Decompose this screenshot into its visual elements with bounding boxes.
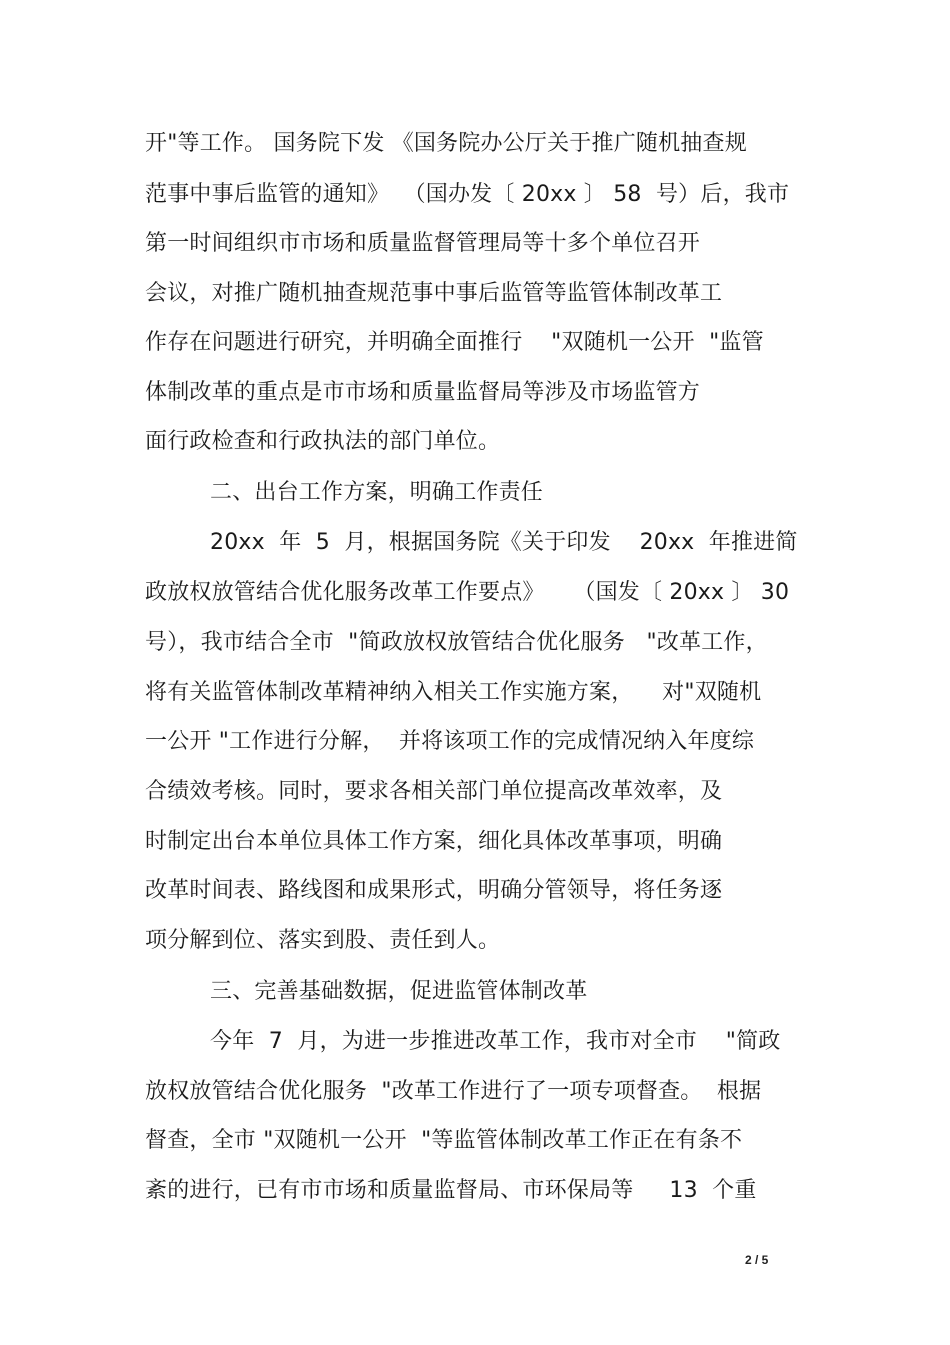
text-line: 作存在问题进行研究，并明确全面推行 "双随机一公开 "监管 [145, 330, 764, 355]
section-heading: 三、完善基础数据，促进监管体制改革 [210, 979, 588, 1004]
text-line: 政放权放管结合优化服务改革工作要点》 （国发〔 20xx 〕 30 [145, 580, 790, 605]
text-line: 第一时间组织市市场和质量监督管理局等十多个单位召开 [145, 231, 701, 256]
text-line: 时制定出台本单位具体工作方案，细化具体改革事项，明确 [145, 829, 723, 854]
text-line: 会议，对推广随机抽查规范事中事后监管等监管体制改革工 [145, 281, 723, 306]
text-line: 一公开 "工作进行分解， 并将该项工作的完成情况纳入年度综 [145, 729, 755, 754]
text-line: 改革时间表、路线图和成果形式，明确分管领导，将任务逐 [145, 878, 723, 903]
text-line: 今年 7 月，为进一步推进改革工作，我市对全市 "简政 [210, 1029, 781, 1054]
text-line: 体制改革的重点是市市场和质量监督局等涉及市场监管方 [145, 380, 701, 405]
text-line: 督查，全市 "双随机一公开 "等监管体制改革工作正在有条不 [145, 1128, 743, 1153]
text-line: 号），我市结合全市 "简政放权放管结合优化服务 "改革工作， [145, 630, 768, 655]
text-line: 放权放管结合优化服务 "改革工作进行了一项专项督查。 根据 [145, 1079, 762, 1104]
text-line: 20xx 年 5 月，根据国务院《关于印发 20xx 年推进简 [210, 530, 798, 555]
page-number: 2 / 5 [745, 1253, 769, 1267]
section-heading: 二、出台工作方案，明确工作责任 [210, 480, 544, 505]
text-line: 合绩效考核。同时，要求各相关部门单位提高改革效率，及 [145, 779, 723, 804]
text-line: 面行政检查和行政执法的部门单位。 [145, 429, 501, 454]
text-line: 范事中事后监管的通知》 （国办发〔 20xx 〕 58 号）后，我市 [145, 182, 790, 207]
text-line: 项分解到位、落实到股、责任到人。 [145, 928, 501, 953]
text-line: 开"等工作。 国务院下发 《国务院办公厅关于推广随机抽查规 [145, 131, 747, 156]
text-line: 将有关监管体制改革精神纳入相关工作实施方案， 对"双随机 [145, 680, 762, 705]
text-line: 紊的进行，已有市市场和质量监督局、市环保局等 13 个重 [145, 1178, 757, 1203]
